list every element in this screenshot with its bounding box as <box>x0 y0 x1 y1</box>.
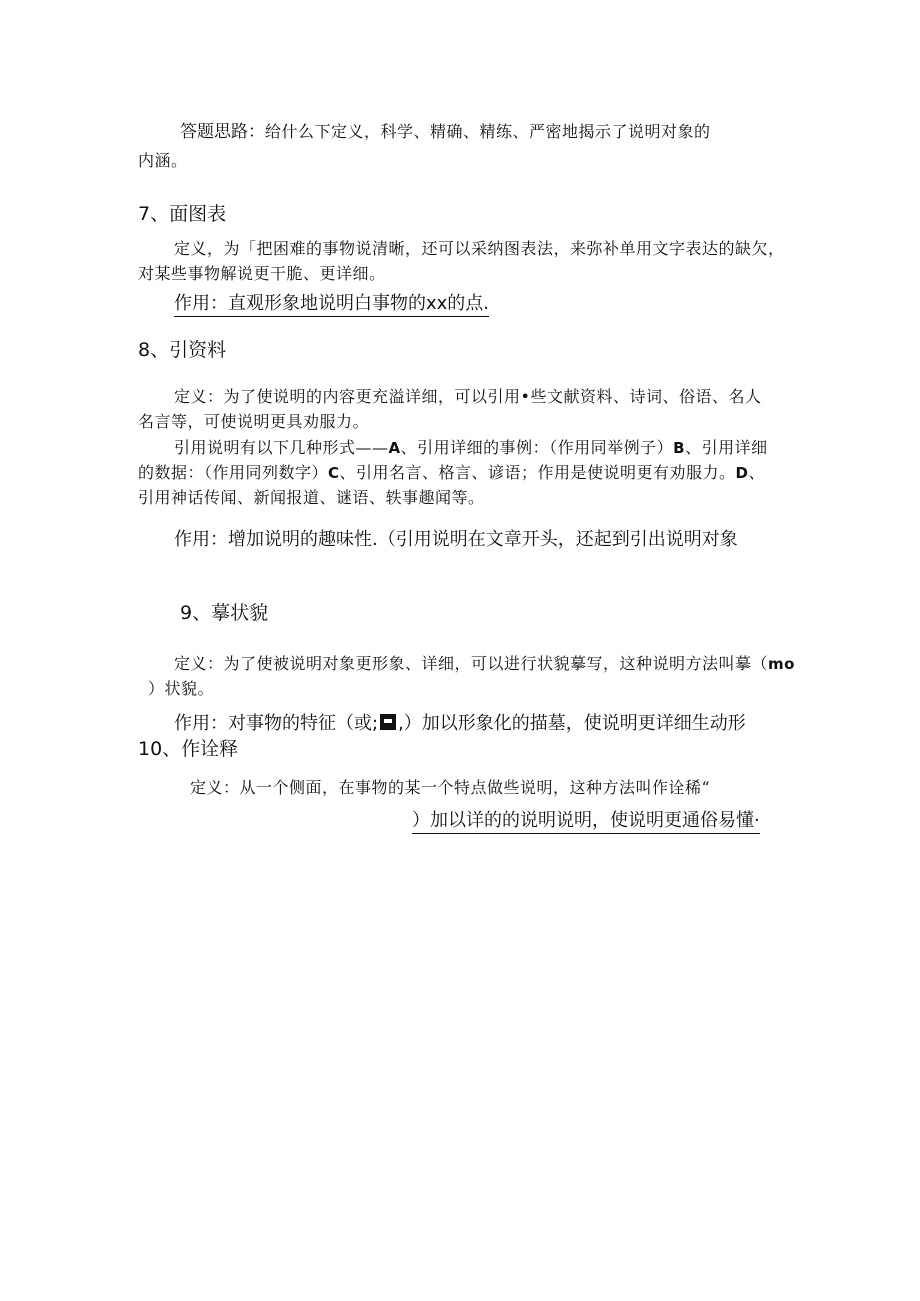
sec9-effect <box>174 714 746 733</box>
sec8-forms-line1 <box>174 440 768 456</box>
sec8-forms-a-text: 、引用详细的事例：（作用同举例子） <box>400 438 674 457</box>
sec8-forms-line3: 引用神话传闻、新闻报道、谜语、轶事趣闻等。 <box>138 488 485 507</box>
sec6-line2: 内涵。 <box>138 151 188 170</box>
sec8-forms-intro: 引用说明有以下几种形式—— <box>174 438 389 457</box>
section-heading-8: 8、引资料 <box>138 339 227 361</box>
sec8-definition-line2: 名言等，可使说明更具劝服力。 <box>138 412 370 431</box>
section-heading-7: 7、面图表 <box>138 203 227 225</box>
sec10-effect <box>412 812 760 830</box>
sec9-definition-text: 定义：为了使被说明对象更形象、详细，可以进行状貌摹写，这种说明方法叫摹（ <box>174 654 769 673</box>
image-placeholder-icon <box>380 714 396 730</box>
sec8-letter-b: B <box>673 439 686 457</box>
sec8-letter-a: A <box>388 439 401 457</box>
sec9-pinyin: mo <box>768 655 795 673</box>
sec6-line1 <box>180 124 711 141</box>
sec8-letter-d: D <box>735 464 749 482</box>
sec9-definition-line1 <box>174 656 795 672</box>
sec10-effect-text: ）加以详的的说明说明，使说明更通俗易懂· <box>412 810 760 834</box>
answer-approach-label: 答题思路： <box>180 122 265 142</box>
sec7-definition-line1: 定义，为「把困难的事物说清晰，还可以采纳图表法，来弥补单用文字表达的缺欠， <box>174 239 785 258</box>
sec8-letter-c: C <box>328 464 340 482</box>
sec8-forms-d-sep: 、 <box>748 463 766 482</box>
sec8-effect: 作用：增加说明的趣味性.（引用说明在文章开头，还起到引出说明对象 <box>174 529 738 550</box>
section-heading-9: 9、摹状貌 <box>180 602 269 624</box>
sec7-definition-line2: 对某些事物解说更干脆、更详细。 <box>138 264 386 283</box>
sec7-effect-text: 作用：直观形象地说明白事物的xx的点. <box>174 293 489 317</box>
sec9-effect-text-a: 作用：对事物的特征（或; <box>174 713 379 734</box>
sec8-forms-b-cont: 的数据：（作用同列数字） <box>138 463 329 482</box>
sec8-forms-line2 <box>138 465 765 481</box>
sec9-definition-line2: ）状貌。 <box>148 679 215 698</box>
sec8-forms-c-text: 、引用名言、格言、谚语；作用是使说明更有劝服力。 <box>339 463 736 482</box>
answer-approach-text: 给什么下定义，科学、精确、精练、严密地揭示了说明对象的 <box>265 122 711 141</box>
sec10-definition-line1: 定义：从一个侧面，在事物的某一个特点做些说明，这种方法叫作诠稀“ <box>190 778 711 797</box>
sec8-forms-b-text: 、引用详细 <box>685 438 768 457</box>
sec7-effect <box>174 295 489 313</box>
section-heading-10: 10、作诠释 <box>138 738 239 760</box>
sec9-effect-text-b: ,）加以形象化的描墓，使说明更详细生动形 <box>398 713 746 734</box>
sec8-definition-line1: 定义：为了使说明的内容更充溢详细，可以引用•些文献资料、诗词、俗语、名人 <box>174 387 762 406</box>
